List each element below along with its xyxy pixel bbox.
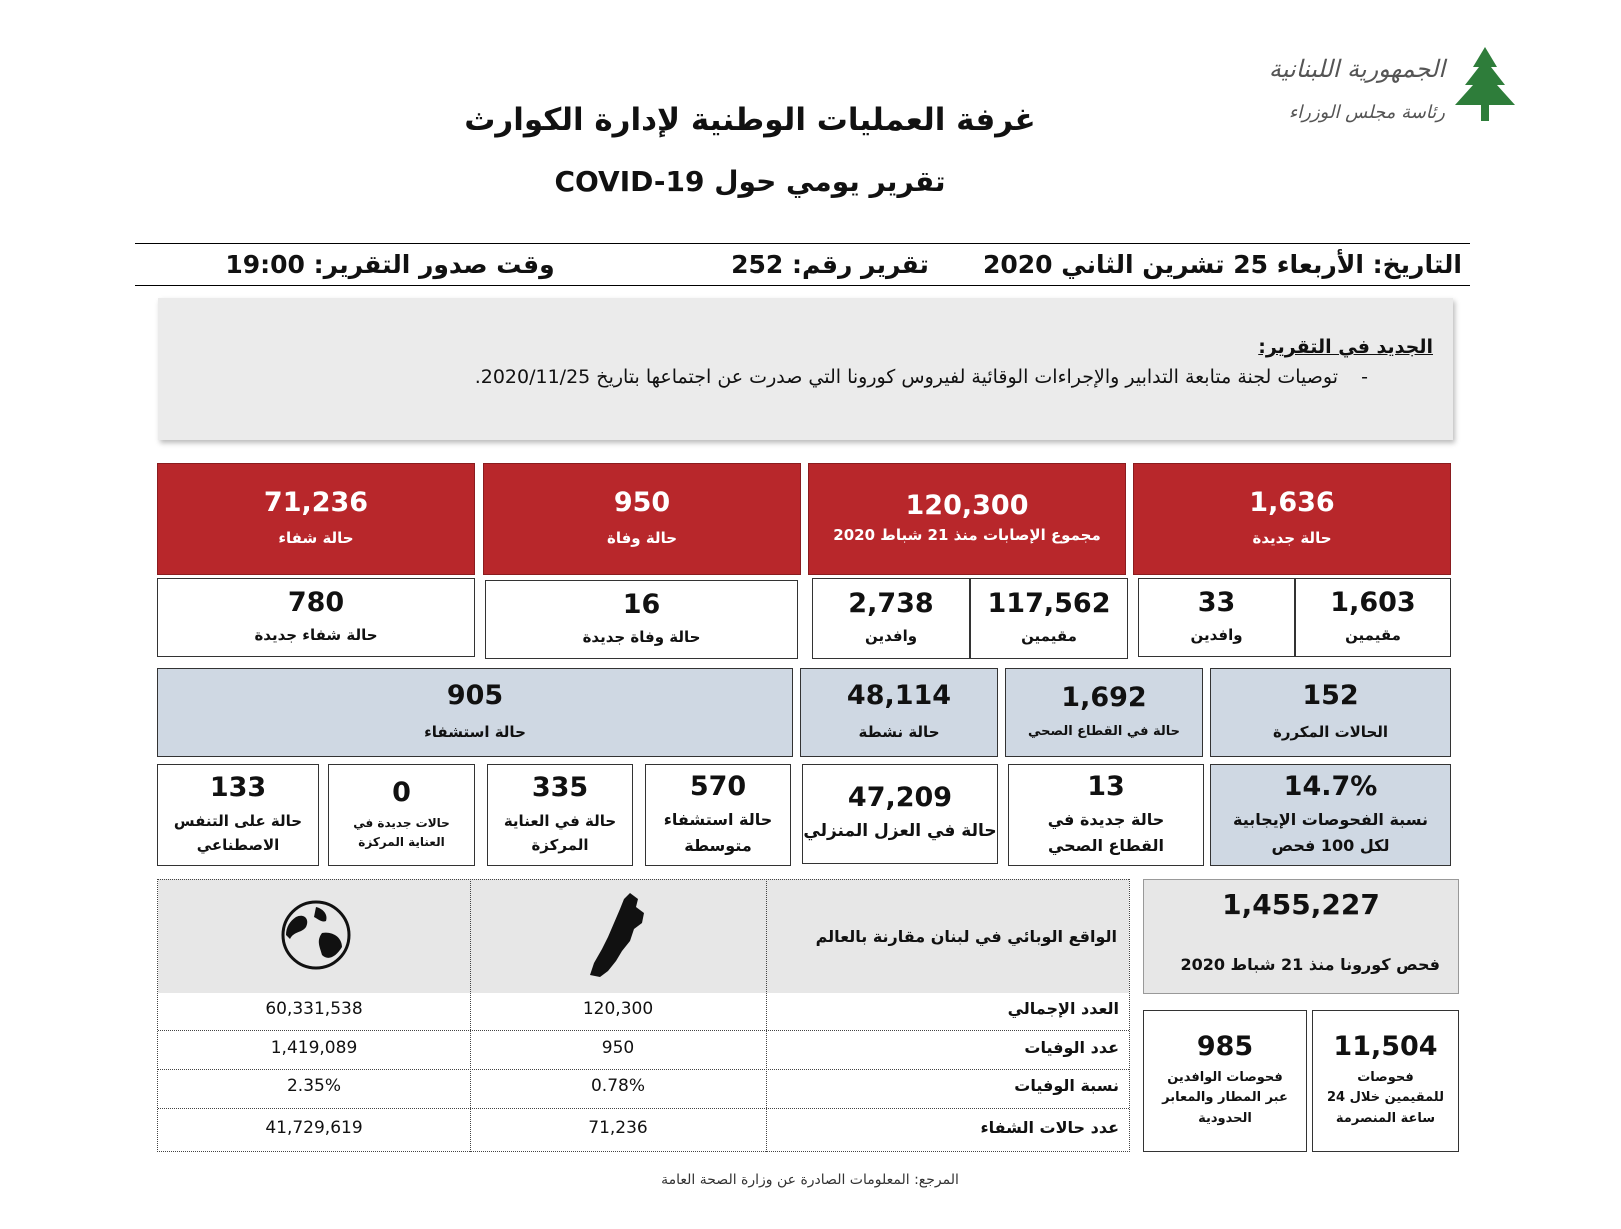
news-heading: الجديد في التقرير: [1258,336,1433,358]
report-date: التاريخ: الأربعاء 25 تشرين الثاني 2020 [983,250,1462,279]
row-label: العدد الإجمالي [1007,999,1119,1018]
arrival-tests-label: فحوصات الوافدين عبر المطار والمعابر الحدودية [1162,1069,1288,1127]
resident-tests-value: 11,504 [1333,1030,1438,1062]
globe-icon [276,895,356,975]
lebanon-map-icon [578,891,658,979]
row-world-value: 2.35% [286,1076,341,1096]
total-tests-card [1143,879,1459,994]
row-label: عدد الوفيات [1024,1038,1119,1057]
info-bar [135,243,1470,286]
active-cases-card [800,668,998,757]
deaths-value: 950 [613,486,671,518]
ventilator-label: حالة على التنفس الاصطناعي [173,811,303,854]
deaths-card [483,463,801,575]
logo-text-presidency: رئاسة مجلس الوزراء [1288,102,1445,123]
page-title: غرفة العمليات الوطنية لإدارة الكوارث [464,102,1036,138]
table-row [158,1031,1129,1070]
comparison-table [157,879,1130,1152]
total-tests-label: فحص كورونا منذ 21 شباط 2020 [1180,955,1440,974]
total-cases-label: مجموع الإصابات منذ 21 شباط 2020 [833,526,1101,545]
total-cases-card [808,463,1126,575]
new-icu-card [328,764,475,866]
ventilator-card [157,764,319,866]
health-sector-label: حالة في القطاع الصحي [1027,724,1181,740]
new-deaths-value: 16 [622,589,661,621]
new-health-sector-card [1008,764,1204,866]
total-arrivals-value: 2,738 [848,588,934,620]
row-lebanon-value: 950 [601,1038,635,1058]
row-lebanon-value: 71,236 [588,1118,648,1138]
recoveries-card [157,463,475,575]
repeated-cases-card [1210,668,1451,757]
home-isolation-card [802,764,998,864]
active-cases-label: حالة نشطة [858,722,940,741]
new-cases-value: 1,636 [1249,486,1335,518]
total-residents-label: مقيمين [1021,626,1077,645]
comparison-heading: الواقع الوبائي في لبنان مقارنة بالعالم [815,927,1117,946]
new-deaths-card [485,580,798,659]
icu-card [487,764,633,866]
news-item: توصيات لجنة متابعة التدابير والإجراءات الوقائية لفيروس كورونا التي صدرت عن اجتماعها بتاريخ 2020/11/25. [474,366,1338,388]
total-tests-value: 1,455,227 [1222,888,1380,921]
new-deaths-label: حالة وفاة جديدة [582,627,701,646]
new-recoveries-label: حالة شفاء جديدة [254,625,378,644]
new-recoveries-card [157,578,475,657]
repeated-cases-value: 152 [1302,680,1359,712]
source-note: المرجع: المعلومات الصادرة عن وزارة الصحة العامة [661,1172,959,1188]
resident-tests-label: فحوصات للمقيمين خلال 24 ساعة المنصرمة [1327,1069,1444,1127]
arrival-tests-value: 985 [1196,1030,1254,1062]
moderate-hospital-card [645,764,791,866]
new-residents-label: مقيمين [1345,625,1401,644]
moderate-hospital-label: حالة استشفاء متوسطة [663,810,773,855]
icu-label: حالة في العناية المركزة [503,811,617,854]
positivity-rate-card [1210,764,1451,866]
repeated-cases-label: الحالات المكررة [1272,722,1389,741]
new-health-sector-label: حالة جديدة في القطاع الصحي [1047,810,1165,855]
row-world-value: 41,729,619 [265,1118,363,1138]
resident-tests-card [1312,1010,1459,1152]
total-residents-value: 117,562 [987,588,1111,620]
row-lebanon-value: 120,300 [582,999,654,1019]
icu-value: 335 [531,772,589,804]
row-label: عدد حالات الشفاء [980,1118,1119,1137]
table-row [158,1109,1129,1152]
health-sector-card [1005,668,1203,757]
total-cases-value: 120,300 [905,489,1029,521]
deaths-label: حالة وفاة [606,529,678,548]
home-isolation-value: 47,209 [847,781,953,813]
news-bullet: - [1361,366,1368,388]
new-residents-card [1295,578,1451,657]
cedar-icon [1445,45,1525,130]
new-arrivals-label: وافدين [1190,625,1243,644]
recoveries-value: 71,236 [263,486,369,518]
positivity-rate-value: 14.7% [1283,770,1378,802]
new-residents-value: 1,603 [1330,587,1416,619]
hospitalized-card [157,668,793,757]
report-time: وقت صدور التقرير: 19:00 [225,250,555,279]
row-label: نسبة الوفيات [1014,1076,1119,1095]
page-subtitle: تقرير يومي حول COVID-19 [554,165,946,198]
news-box [158,298,1453,440]
active-cases-value: 48,114 [846,680,952,712]
cedar-logo [1445,45,1525,130]
ventilator-value: 133 [209,772,267,804]
total-arrivals-card [812,578,970,659]
new-recoveries-value: 780 [287,587,345,619]
new-cases-label: حالة جديدة [1252,529,1332,548]
total-residents-card [970,578,1128,659]
logo-text-republic: الجمهورية اللبنانية [1268,55,1445,83]
hospitalized-label: حالة استشفاء [424,722,526,741]
total-arrivals-label: وافدين [864,626,918,645]
row-lebanon-value: 0.78% [590,1076,645,1096]
new-cases-card [1133,463,1451,575]
recoveries-label: حالة شفاء [278,529,354,548]
row-world-value: 60,331,538 [265,999,363,1019]
row-world-value: 1,419,089 [270,1038,358,1058]
hospitalized-value: 905 [446,680,504,712]
table-row [158,1070,1129,1109]
positivity-rate-label: نسبة الفحوصات الإيجابية لكل 100 فحص [1233,810,1428,855]
new-icu-value: 0 [392,776,411,808]
new-icu-label: حالات جديدة في العناية المركزة [353,815,450,849]
new-arrivals-value: 33 [1197,587,1236,619]
moderate-hospital-value: 570 [689,770,747,802]
health-sector-value: 1,692 [1061,681,1147,713]
new-health-sector-value: 13 [1087,770,1125,802]
new-arrivals-card [1138,578,1295,657]
arrival-tests-card [1143,1010,1307,1152]
report-number: تقرير رقم: 252 [731,250,929,279]
table-row [158,993,1129,1031]
home-isolation-label: حالة في العزل المنزلي [803,821,997,842]
